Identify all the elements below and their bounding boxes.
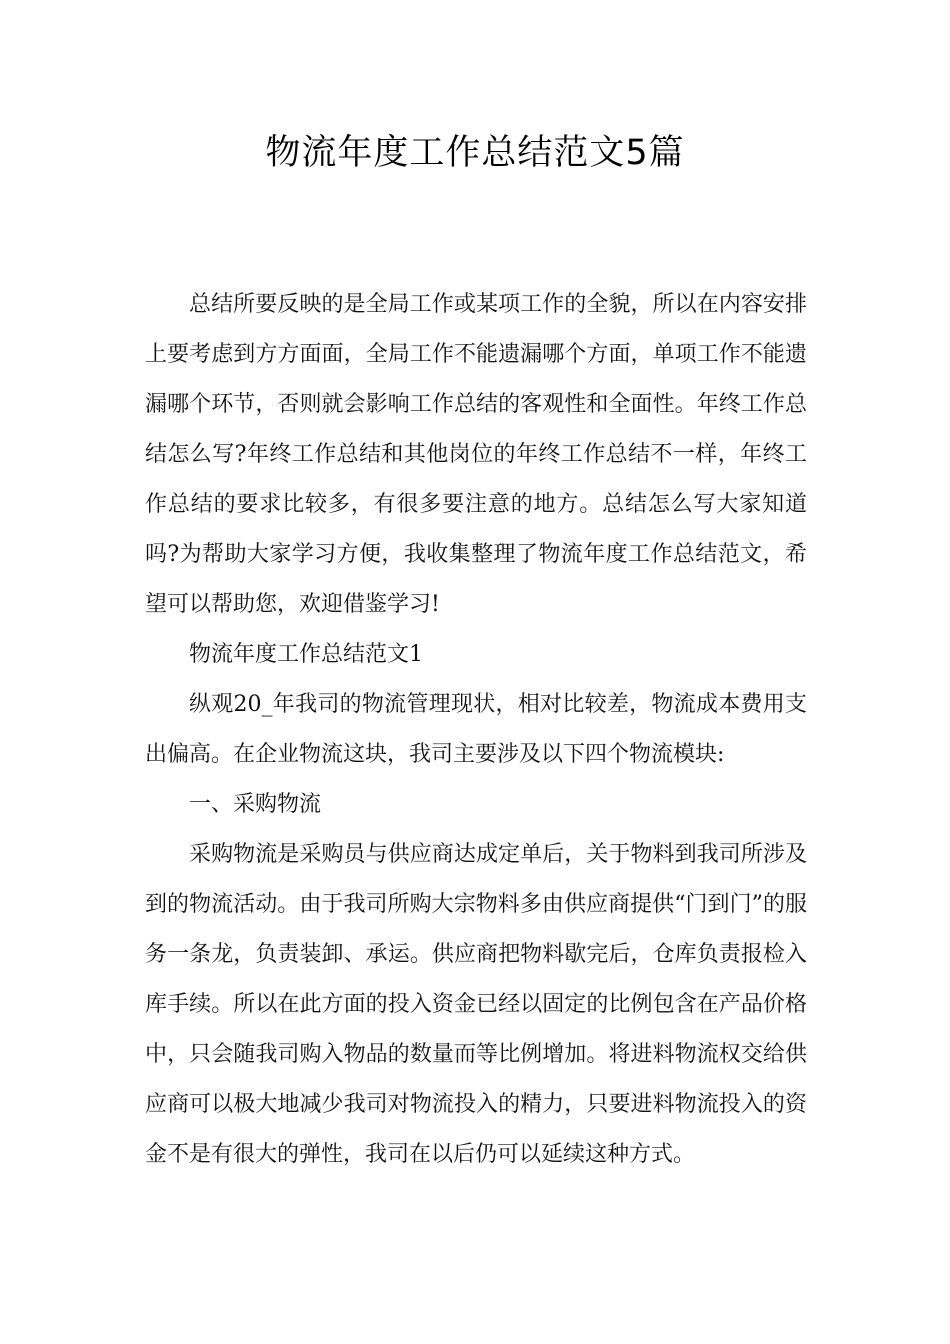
section-heading: 物流年度工作总结范文1 <box>189 642 423 667</box>
overview-paragraph: 纵观20_年我司的物流管理现状，相对比较差，物流成本费用支出偏高。在企业物流这块，我司主要涉及以下四个物流模块: <box>145 692 807 767</box>
document-body <box>145 280 807 1180</box>
intro-paragraph: 总结所要反映的是全局工作或某项工作的全貌，所以在内容安排上要考虑到方方面面，全局工作不能遗漏哪个方面，单项工作不能遗漏哪个环节，否则就会影响工作总结的客观性和全面性。年终工作总结怎么写?年终工作总结和其他岗位的年终工作总结不一样，年终工作总结的要求比较多，有很多要注意的地方。总结怎么写大家知道吗?为帮助大家学习方便，我收集整理了物流年度工作总结范文，希望可以帮助您，欢迎借鉴学习! <box>145 292 807 617</box>
procurement-paragraph: 采购物流是采购员与供应商达成定单后，关于物料到我司所涉及到的物流活动。由于我司所购大宗物料多由供应商提供“门到门”的服务一条龙，负责装卸、承运。供应商把物料歇完后，仓库负责报检入库手续。所以在此方面的投入资金已经以固定的比例包含在产品价格中，只会随我司购入物品的数量而等比例增加。将进料物流权交给供应商可以极大地减少我司对物流投入的精力，只要进料物流投入的资金不是有很大的弹性，我司在以后仍可以延续这种方式。 <box>145 842 807 1167</box>
subheading-procurement: 一、采购物流 <box>189 792 322 817</box>
document-title: 物流年度工作总结范文5篇 <box>265 133 685 173</box>
